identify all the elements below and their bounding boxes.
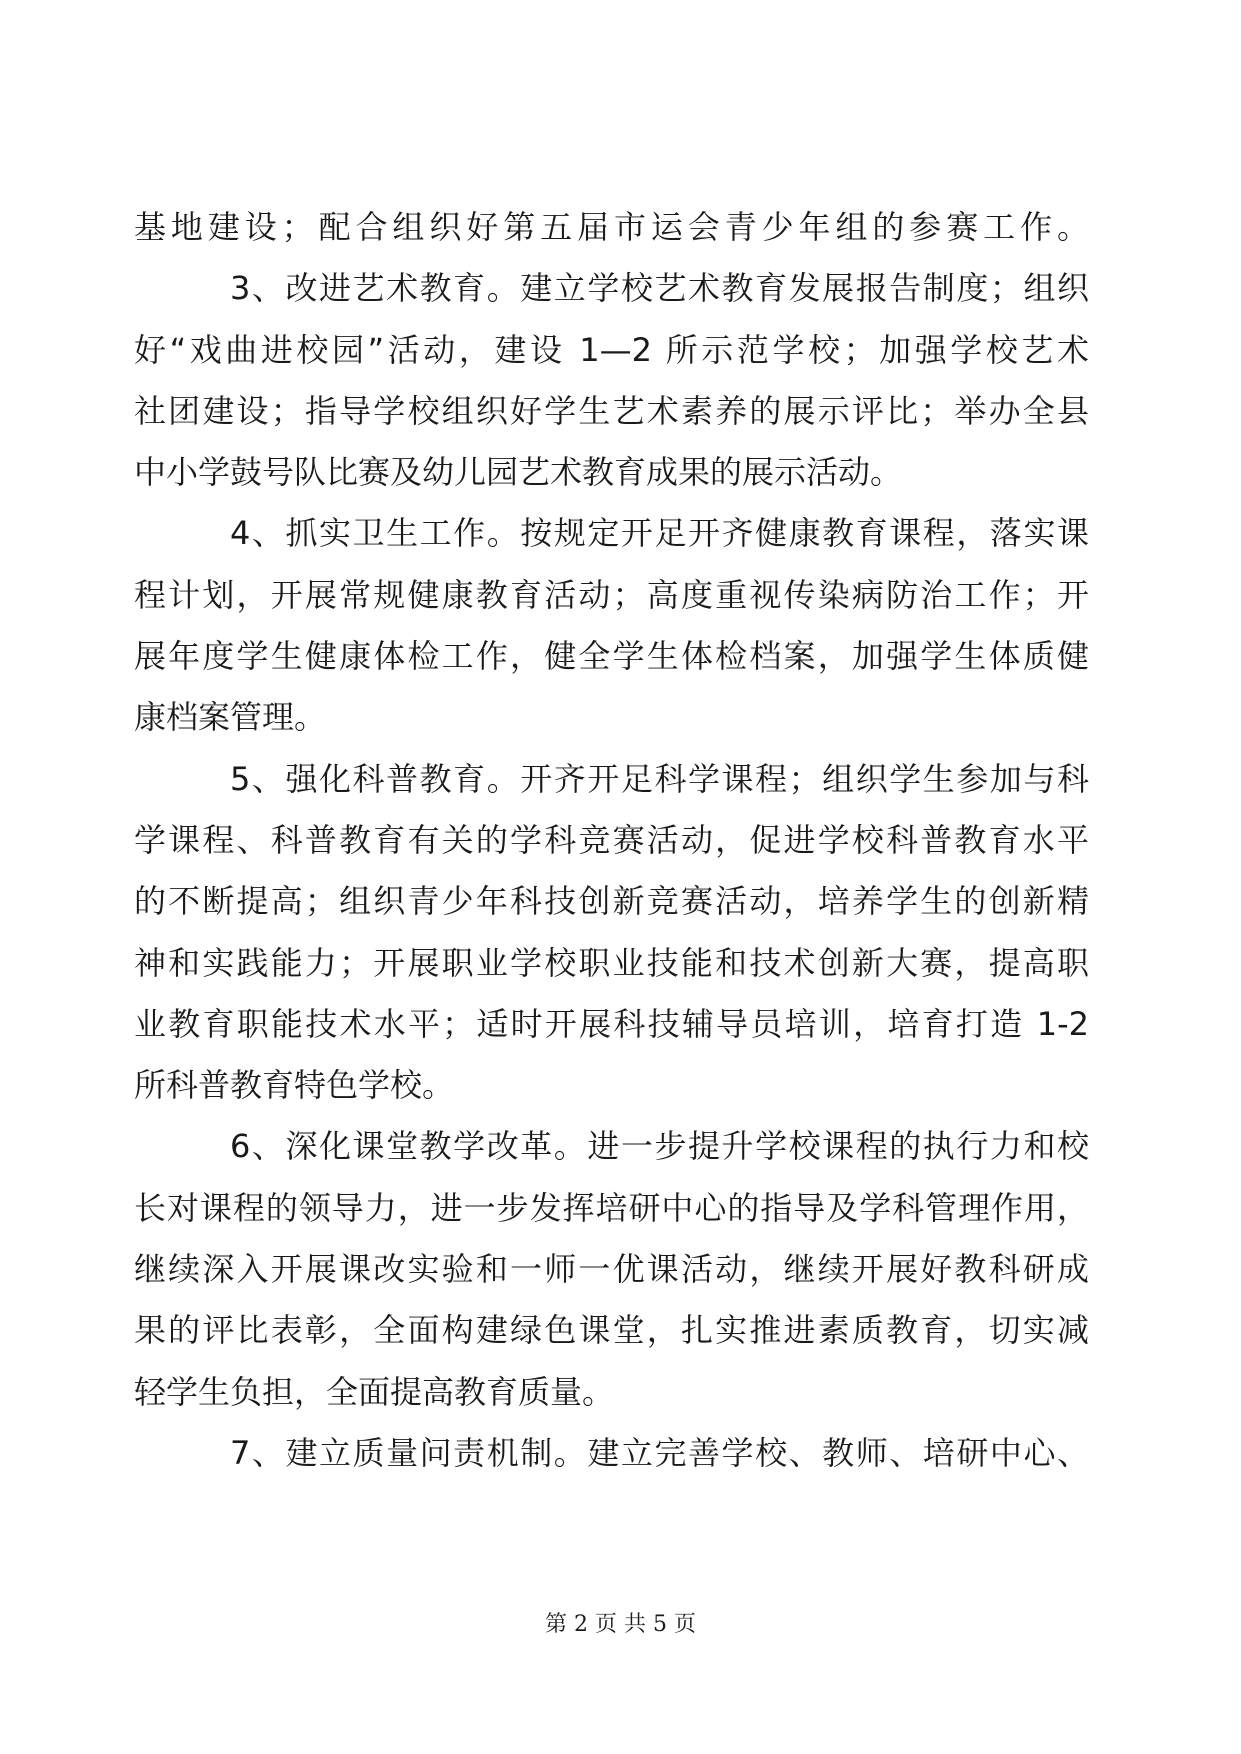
text-line: 所科普教育特色学校。	[134, 1066, 455, 1105]
text-line: 程计划，开展常规健康教育活动；高度重视传染病防治工作；开	[134, 575, 1089, 614]
text-line: 学课程、科普教育有关的学科竞赛活动，促进学校科普教育水平	[134, 820, 1089, 859]
text-line: 中小学鼓号队比赛及幼儿园艺术教育成果的展示活动。	[134, 453, 903, 492]
paragraph-heading-line: 7、建立质量问责机制。建立完善学校、教师、培研中心、	[230, 1433, 1089, 1472]
text-line: 展年度学生健康体检工作，健全学生体检档案，加强学生体质健	[134, 637, 1089, 676]
paragraph-heading-line: 3、改进艺术教育。建立学校艺术教育发展报告制度；组织	[230, 269, 1089, 308]
text-line: 长对课程的领导力，进一步发挥培研中心的指导及学科管理作用，	[134, 1188, 1089, 1227]
page-number-footer: 第 2 页 共 5 页	[545, 1612, 696, 1637]
text-line: 神和实践能力；开展职业学校职业技能和技术创新大赛，提高职	[134, 943, 1089, 982]
text-line: 康档案管理。	[134, 698, 327, 737]
paragraph-heading-line: 5、强化科普教育。开齐开足科学课程；组织学生参加与科	[230, 759, 1089, 798]
text-line: 基地建设；配合组织好第五届市运会青少年组的参赛工作。	[134, 208, 1089, 246]
text-line: 的不断提高；组织青少年科技创新竞赛活动，培养学生的创新精	[134, 882, 1089, 921]
paragraph-heading-line: 6、深化课堂教学改革。进一步提升学校课程的执行力和校	[230, 1127, 1089, 1166]
text-line: 业教育职能技术水平；适时开展科技辅导员培训，培育打造 1-2	[134, 1004, 1089, 1043]
text-line: 轻学生负担，全面提高教育质量。	[134, 1372, 615, 1411]
document-body	[134, 197, 1089, 1484]
text-line: 社团建设；指导学校组织好学生艺术素养的展示评比；举办全县	[134, 391, 1089, 430]
text-line: 好“戏曲进校园”活动，建设 1—2 所示范学校；加强学校艺术	[134, 330, 1089, 369]
paragraph-heading-line: 4、抓实卫生工作。按规定开足开齐健康教育课程，落实课	[230, 514, 1089, 553]
text-line: 果的评比表彰，全面构建绿色课堂，扎实推进素质教育，切实减	[134, 1311, 1089, 1350]
text-line: 继续深入开展课改实验和一师一优课活动，继续开展好教科研成	[134, 1250, 1089, 1289]
